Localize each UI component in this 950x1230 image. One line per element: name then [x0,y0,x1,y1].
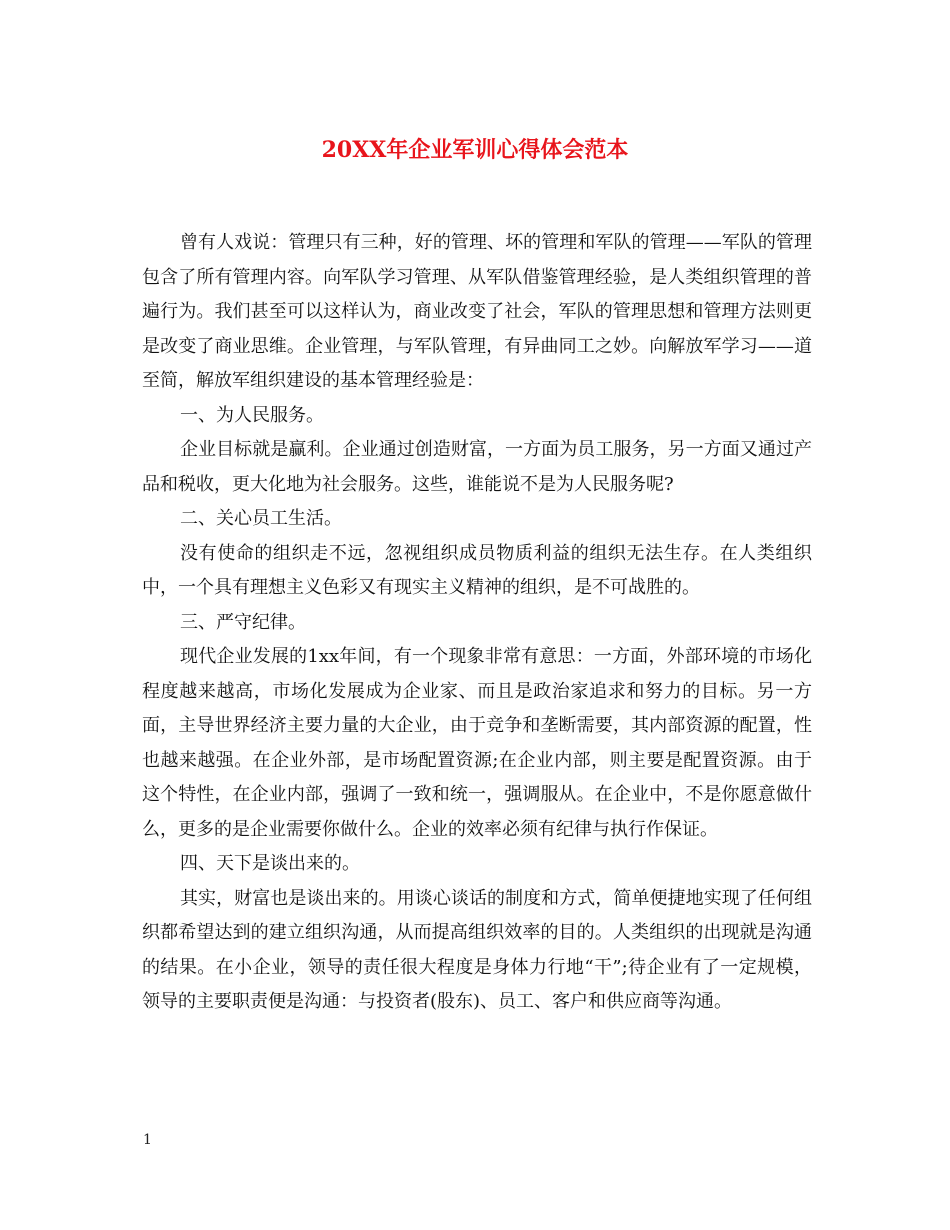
page-number: 1 [143,1132,152,1148]
paragraph-section-2: 没有使命的组织走不远，忽视组织成员物质利益的组织无法生存。在人类组织中，一个具有理想主义色彩又有现实主义精神的组织，是不可战胜的。 [142,542,812,598]
paragraph-section-3: 现代企业发展的1xx年间，有一个现象非常有意思：一方面，外部环境的市场化程度越来越高，市场化发展成为企业家、而且是政治家追求和努力的目标。另一方面，主导世界经济主要力量的大企业，由于竞争和垄断需要，其内部资源的配置，性也越来越强。在企业外部，是市场配置资源;在企业内部，则主要是配置资源。由于这个特性，在企业内部，强调了一致和统一，强调服从。在企业中，不是你愿意做什么，更多的是企业需要你做什么。企业的效率必须有纪律与执行作保证。 [142,646,812,840]
paragraph-section-4: 其实，财富也是谈出来的。用谈心谈话的制度和方式，简单便捷地实现了任何组织都希望达到的建立组织沟通，从而提高组织效率的目的。人类组织的出现就是沟通的结果。在小企业，领导的责任很大程度是身体力行地“干”;待企业有了一定规模，领导的主要职责便是沟通：与投资者(股东)、员工、客户和供应商等沟通。 [142,887,812,1012]
paragraph-section-1: 企业目标就是赢利。企业通过创造财富，一方面为员工服务，另一方面又通过产品和税收，更大化地为社会服务。这些，谁能说不是为人民服务呢? [142,439,812,495]
paragraph-intro: 曾有人戏说：管理只有三种，好的管理、坏的管理和军队的管理——军队的管理包含了所有管理内容。向军队学习管理、从军队借鉴管理经验，是人类组织管理的普遍行为。我们甚至可以这样认为，商业改变了社会，军队的管理思想和管理方法则更是改变了商业思维。企业管理，与军队管理，有异曲同工之妙。向解放军学习——道至简，解放军组织建设的基本管理经验是： [142,232,812,391]
section-heading-2: 二、关心员工生活。 [180,508,342,529]
section-heading-4: 四、天下是谈出来的。 [180,853,360,874]
document-title: 20XX年企业军训心得体会范本 [321,137,629,163]
section-heading-1: 一、为人民服务。 [180,404,324,426]
document-body [142,226,812,1020]
section-heading-3: 三、严守纪律。 [180,611,306,633]
